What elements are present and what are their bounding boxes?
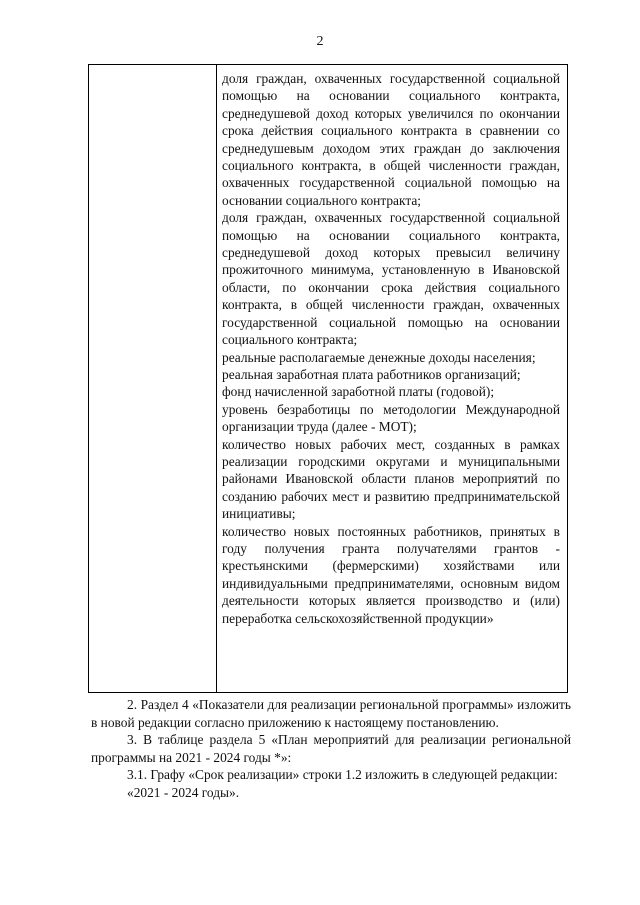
paragraph-2: 2. Раздел 4 «Показатели для реализации региональной программы» изложить в новой редакции согласно приложению к настоящему постановлению. bbox=[91, 697, 571, 730]
indicator-item: реальная заработная плата работников организаций; bbox=[222, 366, 521, 382]
table-column-divider bbox=[216, 65, 217, 692]
indicator-item: доля граждан, охваченных государственной социальной помощью на основании социального контракта, среднедушевой доход которых увеличился по окончании срока действия социального контракта в сравнении со среднедушевым доходом этих граждан до заключения социального контракта, в общей численности граждан, охваченных государственной социальной помощью на основании социального контракта; bbox=[222, 71, 560, 208]
indicator-item: доля граждан, охваченных государственной социальной помощью на основании социального контракта, среднедушевой доход которых превысил величину прожиточного минимума, установленную в Ивановской области, по окончании срока действия социального контракта, в общей численности граждан, охваченных государственной социальной помощью на основании социального контракта; bbox=[222, 210, 560, 348]
indicators-table bbox=[88, 64, 568, 693]
indicator-item: реальные располагаемые денежные доходы населения; bbox=[222, 349, 536, 365]
indicator-item: количество новых постоянных работников, принятых в году получения гранта получателями грантов - крестьянскими (фермерскими) хозяйствами или индивидуальными предпринимателями, основным видом деятельности которых является производство и (или) переработка сельскохозяйственной продукции» bbox=[222, 523, 560, 626]
indicator-item: количество новых рабочих мест, созданных в рамках реализации городскими округами и муниципальными районами Ивановской области планов мероприятий по созданию рабочих мест и развитию предпринимательской инициативы; bbox=[222, 436, 560, 522]
paragraph-3: 3. В таблице раздела 5 «План мероприятий для реализации региональной программы на 2021 - 2024 годы *»: bbox=[91, 732, 571, 765]
paragraph-3-1: 3.1. Графу «Срок реализации» строки 1.2 изложить в следующей редакции: bbox=[127, 767, 558, 783]
indicator-item: уровень безработицы по методологии Международной организации труда (далее - МОТ); bbox=[222, 401, 560, 435]
indicator-item: фонд начисленной заработной платы (годовой); bbox=[222, 384, 495, 400]
table-right-cell bbox=[222, 70, 560, 627]
page-number: 2 bbox=[316, 34, 324, 49]
paragraph-quote: «2021 - 2024 годы». bbox=[127, 784, 240, 800]
body-text bbox=[91, 696, 571, 802]
